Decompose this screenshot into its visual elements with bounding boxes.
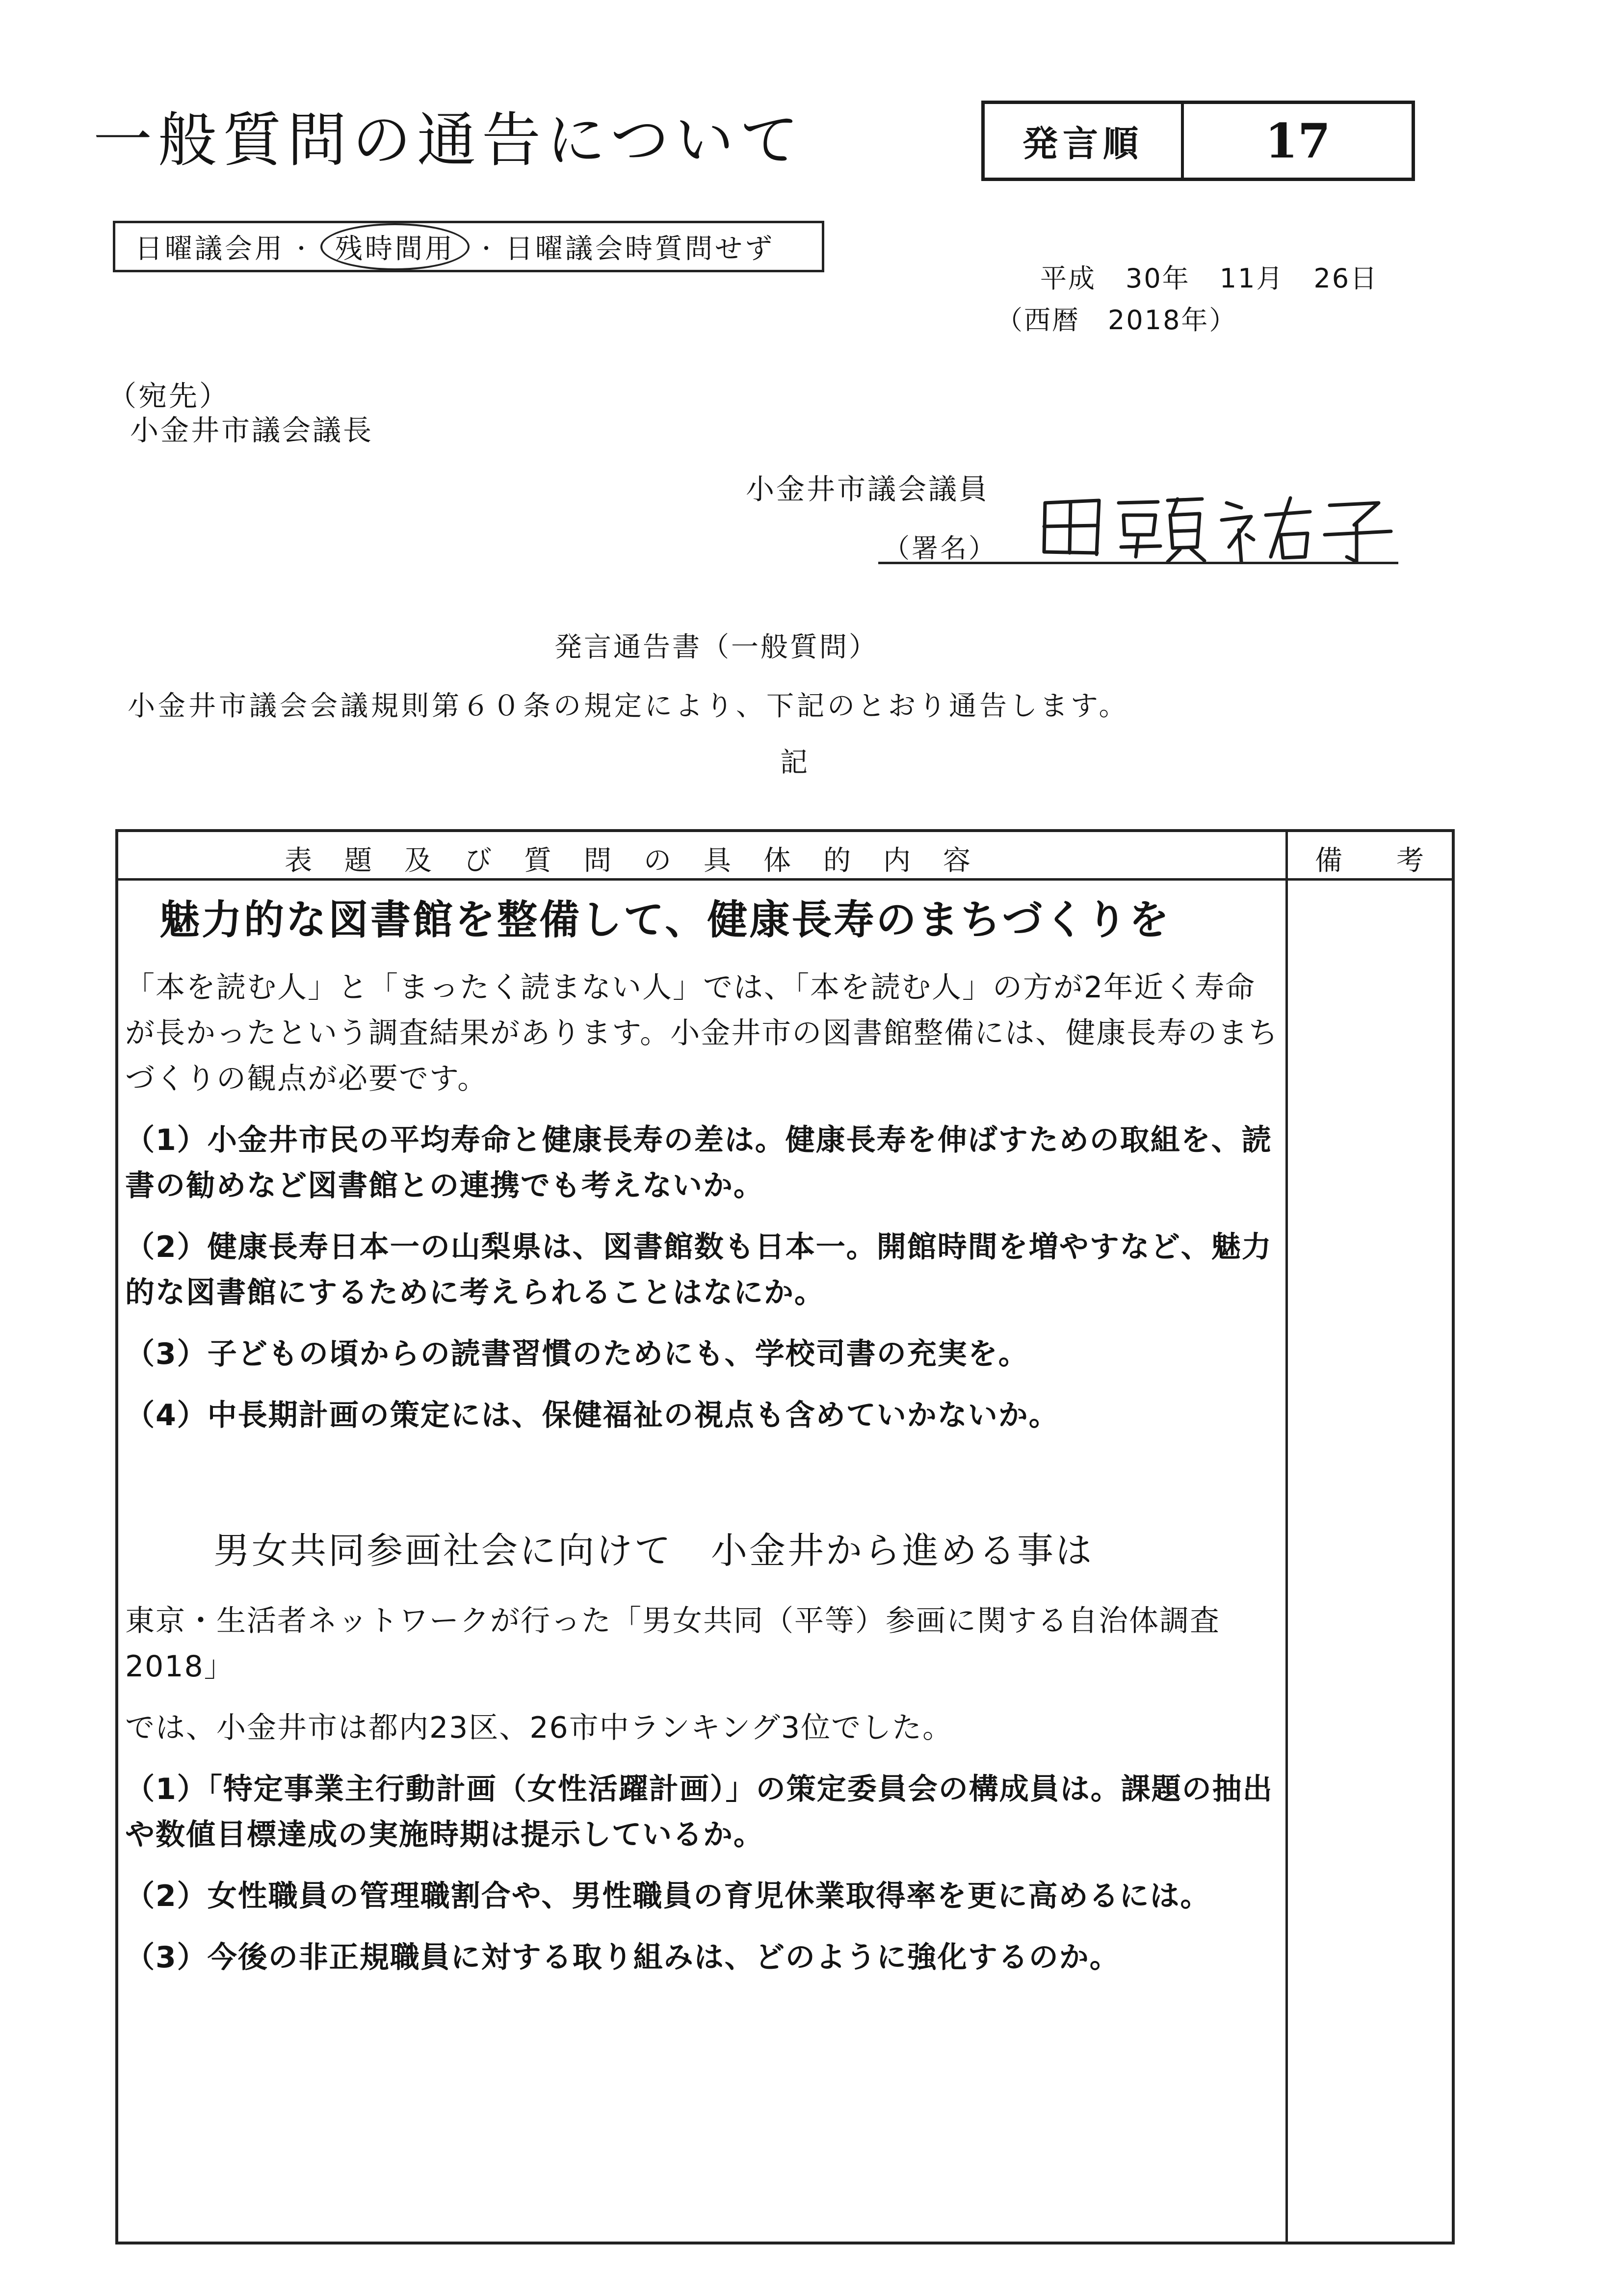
document-lead: 小金井市議会会議規則第６０条の規定により、下記のとおり通告します。 [128,690,1129,722]
ki-mark: 記 [780,747,808,779]
topic1-question-4: （4）中長期計画の策定には、保健福祉の視点も含めていかないか。 [125,1398,1059,1433]
signature-line [878,562,1398,564]
question-content [125,888,1283,1996]
topic2-question-3: （3）今後の非正規職員に対する取り組みは、どのように強化するのか。 [125,1940,1120,1975]
sender-title: 小金井市議会議員 [746,472,990,506]
table-column-divider [1285,829,1288,2244]
mode-sunday-session: 日曜議会用 [135,233,285,265]
date-month: 11月 [1219,263,1284,294]
session-mode-box [113,221,824,272]
topic2-intro-1: 東京・生活者ネットワークが行った「男女共同（平等）参画に関する自治体調査2018」 [125,1604,1220,1684]
handwritten-signature [1035,488,1398,569]
table-header-content: 表題及び質問の具体的内容 [285,845,1003,877]
date-day: 26日 [1313,263,1379,294]
mode-no-question: 日曜議会時質問せず [505,233,775,265]
date-era: 平成 [1040,263,1096,294]
speaking-order-number: 17 [1265,113,1331,169]
date-year: 30年 [1126,263,1190,294]
topic2-intro-2: では、小金井市は都内23区、26市中ランキング3位でした。 [125,1711,953,1745]
mode-separator: ・ [475,236,499,261]
mode-separator: ・ [290,236,314,261]
topic2-title: 男女共同参画社会に向けて 小金井から進める事は [213,1530,1094,1572]
speaking-order-box [981,101,1415,181]
mode-remaining-time-selected: 残時間用 [320,223,470,270]
addressee-name: 小金井市議会議長 [130,414,374,447]
topic1-question-2: （2）健康長寿日本一の山梨県は、図書館数も日本一。開館時間を増やすなど、魅力的な図書館にするために考えられることはなにか。 [125,1230,1272,1310]
topic1-title: 魅力的な図書館を整備して、健康長寿のまちづくりを [159,897,1171,943]
topic1-question-3: （3）子どもの頃からの読書習慣のためにも、学校司書の充実を。 [125,1337,1029,1371]
page-title: 一般質問の通告について [93,106,805,175]
date-western: （西暦 2018年） [996,305,1237,336]
topic1-question-1: （1）小金井市民の平均寿命と健康長寿の差は。健康長寿を伸ばすための取組を、読書の勧めなど図書館との連携でも考えないか。 [125,1123,1272,1203]
topic2-question-2: （2）女性職員の管理職割合や、男性職員の育児休業取得率を更に高めるには。 [125,1879,1211,1913]
signature-label: （署名） [883,533,997,564]
table-header-notes: 備考 [1315,845,1478,877]
date-line [1040,258,1378,295]
table-header-divider [115,878,1455,881]
topic1-intro: 「本を読む人」と「まったく読まない人」では、「本を読む人」の方が2年近く寿命が長かったという調査結果があります。小金井市の図書館整備には、健康長寿のまちづくりの観点が必要です。 [125,970,1279,1096]
document-title: 発言通告書（一般質問） [554,631,878,663]
topic2-question-1: （1）「特定事業主行動計画（女性活躍計画）」の策定委員会の構成員は。課題の抽出や数値目標達成の実施時期は提示しているか。 [125,1772,1273,1852]
addressee-label: （宛先） [108,379,230,413]
speaking-order-label: 発言順 [985,104,1184,178]
